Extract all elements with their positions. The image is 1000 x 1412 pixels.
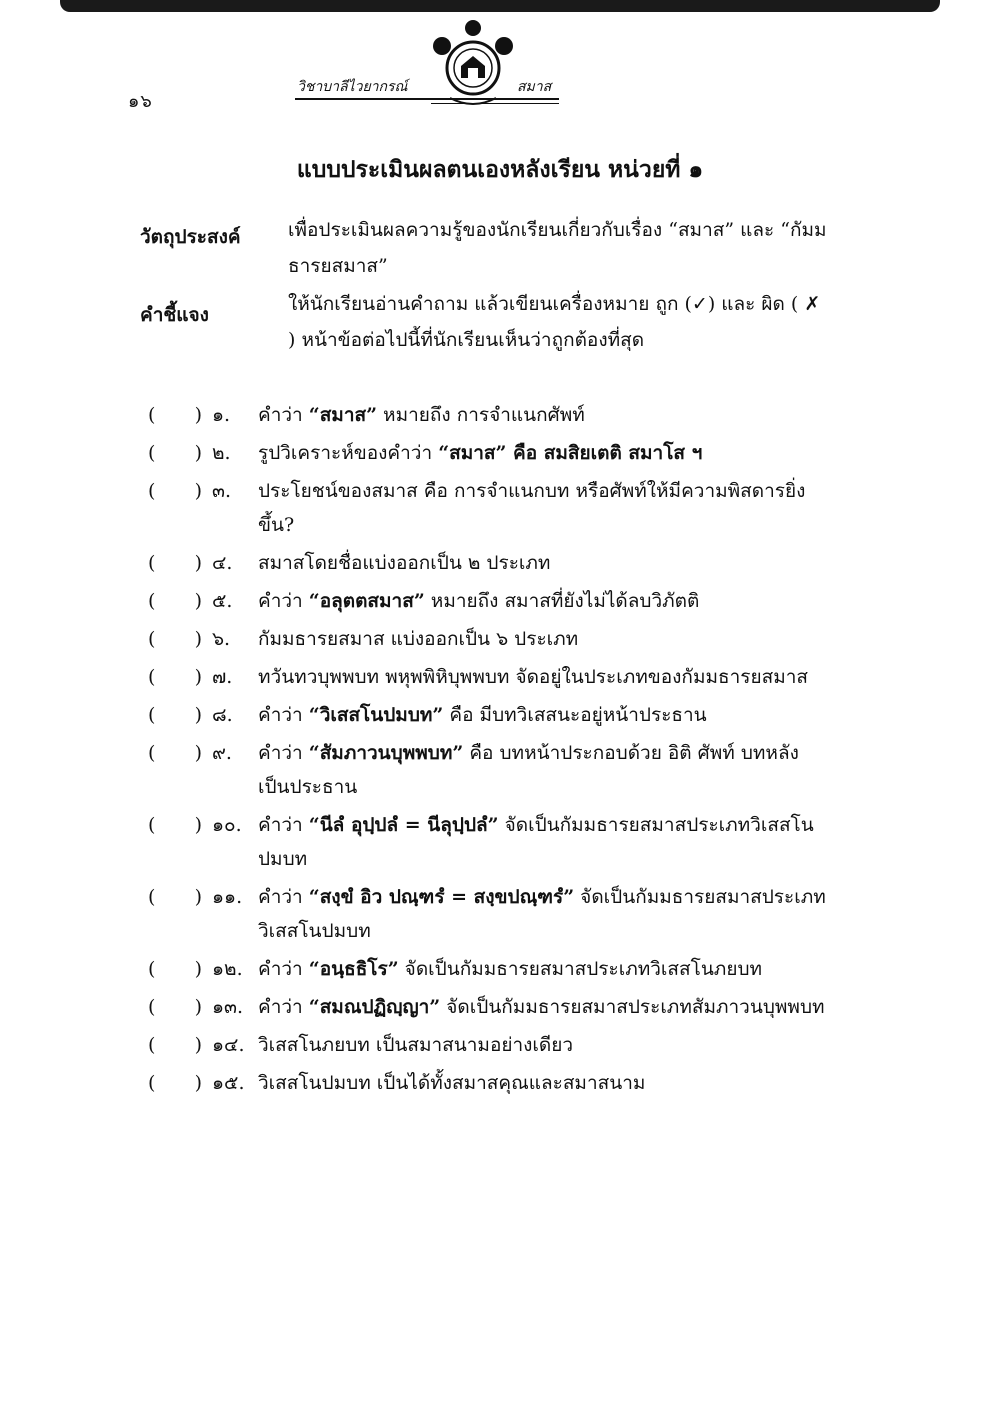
question-item xyxy=(140,808,860,876)
bracket-open: ( xyxy=(148,958,156,980)
page-number: ๑๖ xyxy=(128,91,153,112)
question-number: ๓. xyxy=(212,480,232,502)
answer-bracket[interactable] xyxy=(140,398,212,432)
question-item xyxy=(140,546,860,580)
answer-bracket[interactable] xyxy=(140,880,212,914)
question-text xyxy=(258,546,828,580)
question-text-pre: วิเสสโนปมบท เป็นได้ทั้งสมาสคุณและสมาสนาม xyxy=(258,1072,646,1094)
question-text-pre: กัมมธารยสมาส แบ่งออกเป็น ๖ ประเภท xyxy=(258,628,579,650)
header-rule xyxy=(295,98,559,100)
question-number: ๖. xyxy=(212,628,231,650)
question-text-post: จัดเป็นกัมมธารยสมาสประเภทวิเสสโนภยบท xyxy=(398,958,763,980)
question-text-post: จัดเป็นกัมมธารยสมาสประเภทวิเสสโนปมบท xyxy=(258,814,814,870)
question-number: ๗. xyxy=(212,666,233,688)
bracket-close: ) xyxy=(194,628,202,650)
answer-bracket[interactable] xyxy=(140,660,212,694)
bracket-open: ( xyxy=(148,552,156,574)
answer-bracket[interactable] xyxy=(140,474,212,508)
bracket-close: ) xyxy=(194,996,202,1018)
question-term: “สมาส” คือ สมสิยเตติ สมาโส ฯ xyxy=(438,442,703,464)
question-text-pre: ประโยชน์ของสมาส คือ การจำแนกบท หรือศัพท์ให้มีความพิสดารยิ่งขึ้น? xyxy=(258,480,806,536)
institution-logo xyxy=(428,20,518,115)
question-term: “สงฺขํ อิว ปณฺฑรํ = สงฺขปณฺฑรํ” xyxy=(308,886,575,908)
answer-bracket[interactable] xyxy=(140,436,212,470)
question-term: “อนฺธธิโร” xyxy=(308,958,399,980)
question-text-post: จัดเป็นกัมมธารยสมาสประเภทวิเสสโนปมบท xyxy=(258,886,826,942)
answer-bracket[interactable] xyxy=(140,952,212,986)
question-number: ๙. xyxy=(212,742,232,764)
question-term: “อลุตตสมาส” xyxy=(308,590,425,612)
bracket-close: ) xyxy=(194,742,202,764)
question-text-post: คือ มีบทวิเสสนะอยู่หน้าประธาน xyxy=(443,704,707,726)
question-text xyxy=(258,880,828,948)
bracket-open: ( xyxy=(148,666,156,688)
question-item xyxy=(140,736,860,804)
instruction-label: คำชี้แจง xyxy=(140,304,209,326)
page-title: แบบประเมินผลตนเองหลังเรียน หน่วยที่ ๑ xyxy=(296,156,704,183)
question-item xyxy=(140,698,860,732)
question-term: “สัมภาวนบุพพบท” xyxy=(308,742,464,764)
bracket-open: ( xyxy=(148,480,156,502)
objective-text: เพื่อประเมินผลความรู้ของนักเรียนเกี่ยวกับเรื่อง “สมาส” และ “กัมมธารยสมาส” xyxy=(288,219,827,277)
question-text-pre: คำว่า xyxy=(258,814,309,836)
question-text xyxy=(258,808,828,876)
bracket-open: ( xyxy=(148,590,156,612)
header-topic: สมาส xyxy=(517,79,552,95)
answer-bracket[interactable] xyxy=(140,622,212,656)
question-text-post: จัดเป็นกัมมธารยสมาสประเภทสัมภาวนบุพพบท xyxy=(440,996,825,1018)
question-item xyxy=(140,398,860,432)
question-number: ๑๔. xyxy=(212,1034,245,1056)
bracket-close: ) xyxy=(194,442,202,464)
question-text xyxy=(258,1066,828,1100)
bracket-open: ( xyxy=(148,404,156,426)
question-text xyxy=(258,952,828,986)
question-text-post: หมายถึง สมาสที่ยังไม่ได้ลบวิภัตติ xyxy=(424,590,700,612)
question-text xyxy=(258,1028,828,1062)
question-text-pre: รูปวิเคราะห์ของคำว่า xyxy=(258,442,439,464)
question-list xyxy=(140,398,860,1104)
question-text-pre: คำว่า xyxy=(258,958,309,980)
bracket-close: ) xyxy=(194,552,202,574)
question-item xyxy=(140,880,860,948)
question-number: ๕. xyxy=(212,590,233,612)
bracket-open: ( xyxy=(148,886,156,908)
question-text xyxy=(258,584,828,618)
scan-edge-bar xyxy=(60,0,940,12)
question-number: ๑. xyxy=(212,404,231,426)
bracket-close: ) xyxy=(194,704,202,726)
question-text-pre: คำว่า xyxy=(258,996,309,1018)
question-item xyxy=(140,952,860,986)
question-text-pre: วิเสสโนภยบท เป็นสมาสนามอย่างเดียว xyxy=(258,1034,574,1056)
bracket-close: ) xyxy=(194,480,202,502)
objective-label: วัตถุประสงค์ xyxy=(140,226,241,248)
question-number: ๘. xyxy=(212,704,233,726)
question-term: “วิเสสโนปมบท” xyxy=(308,704,444,726)
question-text xyxy=(258,474,828,542)
question-text-pre: คำว่า xyxy=(258,590,309,612)
question-text xyxy=(258,622,828,656)
question-number: ๑๐. xyxy=(212,814,242,836)
question-text-pre: คำว่า xyxy=(258,704,309,726)
question-text-pre: คำว่า xyxy=(258,404,309,426)
question-text xyxy=(258,736,828,804)
bracket-close: ) xyxy=(194,1034,202,1056)
question-number: ๑๓. xyxy=(212,996,244,1018)
bracket-close: ) xyxy=(194,814,202,836)
question-text xyxy=(258,398,828,432)
question-item xyxy=(140,660,860,694)
question-text-post: หมายถึง การจำแนกศัพท์ xyxy=(377,404,585,426)
answer-bracket[interactable] xyxy=(140,1028,212,1062)
question-number: ๑๕. xyxy=(212,1072,245,1094)
bracket-close: ) xyxy=(194,1072,202,1094)
question-text-pre: ทวันทวบุพพบท พหุพพิหิบุพพบท จัดอยู่ในประเภทของกัมมธารยสมาส xyxy=(258,666,808,688)
answer-bracket[interactable] xyxy=(140,546,212,580)
question-text-pre: สมาสโดยชื่อแบ่งออกเป็น ๒ ประเภท xyxy=(258,552,551,574)
bracket-close: ) xyxy=(194,886,202,908)
bracket-open: ( xyxy=(148,814,156,836)
question-item xyxy=(140,584,860,618)
bracket-open: ( xyxy=(148,704,156,726)
question-text xyxy=(258,990,828,1024)
question-item xyxy=(140,1066,860,1100)
bracket-open: ( xyxy=(148,1072,156,1094)
question-term: “สมาส” xyxy=(308,404,378,426)
question-text xyxy=(258,660,828,694)
question-text-post: คือ บทหน้าประกอบด้วย อิติ ศัพท์ บทหลังเป็นประธาน xyxy=(258,742,799,798)
bracket-close: ) xyxy=(194,404,202,426)
bracket-open: ( xyxy=(148,628,156,650)
bracket-close: ) xyxy=(194,958,202,980)
bracket-open: ( xyxy=(148,996,156,1018)
answer-bracket[interactable] xyxy=(140,1066,212,1100)
question-item xyxy=(140,436,860,470)
bracket-close: ) xyxy=(194,666,202,688)
bracket-open: ( xyxy=(148,1034,156,1056)
instruction-text: ให้นักเรียนอ่านคำถาม แล้วเขียนเครื่องหมาย ถูก (✓) และ ผิด ( ✗ ) หน้าข้อต่อไปนี้ที่นักเรียนเห็นว่าถูกต้องที่สุด xyxy=(288,293,821,351)
question-number: ๑๒. xyxy=(212,958,243,980)
question-number: ๒. xyxy=(212,442,231,464)
answer-bracket[interactable] xyxy=(140,698,212,732)
bracket-open: ( xyxy=(148,742,156,764)
question-text xyxy=(258,698,828,732)
answer-bracket[interactable] xyxy=(140,736,212,770)
question-item xyxy=(140,622,860,656)
question-number: ๔. xyxy=(212,552,233,574)
bracket-close: ) xyxy=(194,590,202,612)
answer-bracket[interactable] xyxy=(140,584,212,618)
question-item xyxy=(140,990,860,1024)
answer-bracket[interactable] xyxy=(140,808,212,842)
question-term: “นีลํ อุปฺปลํ = นีลุปฺปลํ” xyxy=(308,814,499,836)
question-item xyxy=(140,474,860,542)
question-text xyxy=(258,436,828,470)
answer-bracket[interactable] xyxy=(140,990,212,1024)
question-number: ๑๑. xyxy=(212,886,243,908)
bracket-open: ( xyxy=(148,442,156,464)
header-subject: วิชาบาลีไวยากรณ์ xyxy=(297,79,408,95)
question-item xyxy=(140,1028,860,1062)
question-text-pre: คำว่า xyxy=(258,742,309,764)
question-term: “สมณปฏิญฺญา” xyxy=(308,996,441,1018)
question-text-pre: คำว่า xyxy=(258,886,309,908)
